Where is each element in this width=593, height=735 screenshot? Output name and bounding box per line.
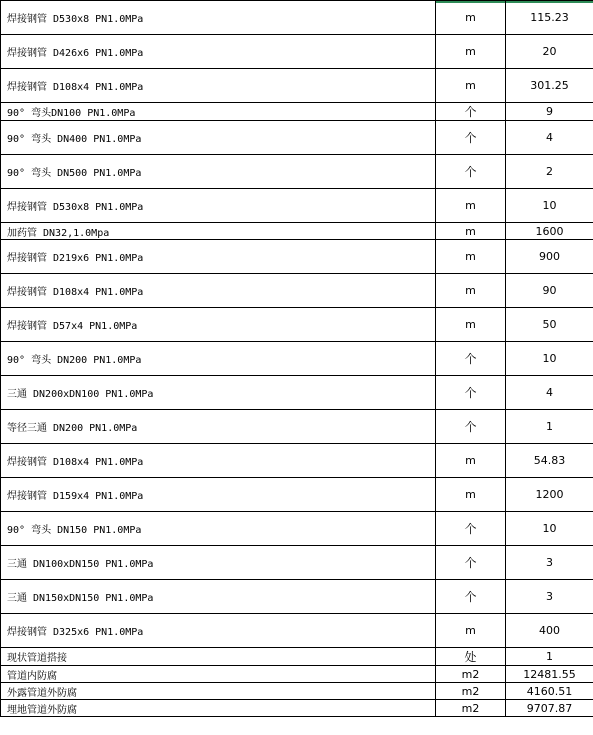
table-row[interactable] [1, 666, 593, 683]
quantity-cell[interactable]: 10 [506, 189, 593, 223]
quantity-cell[interactable]: 10 [506, 342, 593, 376]
unit-cell[interactable]: m [436, 308, 506, 342]
item-description-cell[interactable]: 焊接钢管 D530x8 PN1.0MPa [1, 189, 436, 223]
quantity-cell[interactable]: 900 [506, 240, 593, 274]
quantity-cell[interactable]: 1600 [506, 223, 593, 240]
table-row[interactable] [1, 308, 593, 342]
unit-cell[interactable]: m [436, 35, 506, 69]
unit-cell[interactable]: m [436, 274, 506, 308]
table-row[interactable] [1, 478, 593, 512]
item-description-cell[interactable]: 90° 弯头 DN500 PN1.0MPa [1, 155, 436, 189]
item-description-cell[interactable]: 90° 弯头DN100 PN1.0MPa [1, 103, 436, 121]
item-description-cell[interactable]: 埋地管道外防腐 [1, 700, 436, 717]
unit-cell[interactable]: m2 [436, 666, 506, 683]
item-description-cell[interactable]: 等径三通 DN200 PN1.0MPa [1, 410, 436, 444]
quantity-cell[interactable]: 54.83 [506, 444, 593, 478]
item-description-cell[interactable]: 焊接钢管 D57x4 PN1.0MPa [1, 308, 436, 342]
quantity-cell[interactable]: 90 [506, 274, 593, 308]
item-description-cell[interactable]: 外露管道外防腐 [1, 683, 436, 700]
item-description-cell[interactable]: 焊接钢管 D108x4 PN1.0MPa [1, 444, 436, 478]
table-row[interactable] [1, 444, 593, 478]
item-description-cell[interactable]: 焊接钢管 D159x4 PN1.0MPa [1, 478, 436, 512]
table-row[interactable] [1, 546, 593, 580]
table-row[interactable] [1, 410, 593, 444]
quantity-cell[interactable]: 115.23 [506, 1, 593, 35]
table-row[interactable] [1, 376, 593, 410]
item-description-cell[interactable]: 90° 弯头 DN200 PN1.0MPa [1, 342, 436, 376]
table-row[interactable] [1, 240, 593, 274]
item-description-cell[interactable]: 加药管 DN32,1.0Mpa [1, 223, 436, 240]
quantity-cell[interactable]: 3 [506, 546, 593, 580]
unit-cell[interactable]: m [436, 614, 506, 648]
quantity-cell[interactable]: 20 [506, 35, 593, 69]
unit-cell[interactable]: 个 [436, 121, 506, 155]
quantity-cell[interactable]: 9 [506, 103, 593, 121]
unit-cell[interactable]: 个 [436, 580, 506, 614]
unit-cell[interactable]: 个 [436, 103, 506, 121]
item-description-cell[interactable]: 焊接钢管 D325x6 PN1.0MPa [1, 614, 436, 648]
table-row[interactable] [1, 223, 593, 240]
quantity-cell[interactable]: 4160.51 [506, 683, 593, 700]
unit-cell[interactable]: 个 [436, 512, 506, 546]
quantity-cell[interactable]: 4 [506, 121, 593, 155]
item-description-cell[interactable]: 90° 弯头 DN400 PN1.0MPa [1, 121, 436, 155]
quantity-cell[interactable]: 1 [506, 410, 593, 444]
table-row[interactable] [1, 274, 593, 308]
quantity-cell[interactable]: 3 [506, 580, 593, 614]
table-row[interactable] [1, 103, 593, 121]
item-description-cell[interactable]: 现状管道搭接 [1, 648, 436, 666]
unit-cell[interactable]: 个 [436, 376, 506, 410]
item-description-cell[interactable]: 焊接钢管 D426x6 PN1.0MPa [1, 35, 436, 69]
unit-cell[interactable]: 个 [436, 410, 506, 444]
unit-cell[interactable]: 处 [436, 648, 506, 666]
unit-cell[interactable]: m2 [436, 683, 506, 700]
table-row[interactable] [1, 155, 593, 189]
item-description-cell[interactable]: 焊接钢管 D108x4 PN1.0MPa [1, 274, 436, 308]
table-row[interactable] [1, 342, 593, 376]
table-row[interactable] [1, 648, 593, 666]
unit-cell[interactable]: 个 [436, 155, 506, 189]
item-description-cell[interactable]: 90° 弯头 DN150 PN1.0MPa [1, 512, 436, 546]
table-row[interactable] [1, 614, 593, 648]
quantity-cell[interactable]: 301.25 [506, 69, 593, 103]
unit-cell[interactable]: m [436, 69, 506, 103]
unit-cell[interactable]: m [436, 444, 506, 478]
table-row[interactable] [1, 700, 593, 717]
unit-cell[interactable]: m [436, 240, 506, 274]
unit-cell[interactable]: m [436, 223, 506, 240]
table-row[interactable] [1, 1, 593, 35]
quantity-cell[interactable]: 2 [506, 155, 593, 189]
table-row[interactable] [1, 683, 593, 700]
unit-cell[interactable]: 个 [436, 546, 506, 580]
item-description-cell[interactable]: 焊接钢管 D219x6 PN1.0MPa [1, 240, 436, 274]
unit-cell[interactable]: m [436, 1, 506, 35]
quantity-cell[interactable]: 9707.87 [506, 700, 593, 717]
quantity-cell[interactable]: 1200 [506, 478, 593, 512]
item-description-cell[interactable]: 焊接钢管 D108x4 PN1.0MPa [1, 69, 436, 103]
table-row[interactable] [1, 121, 593, 155]
table-row[interactable] [1, 189, 593, 223]
unit-cell[interactable]: m2 [436, 700, 506, 717]
quantity-cell[interactable]: 1 [506, 648, 593, 666]
unit-cell[interactable]: 个 [436, 342, 506, 376]
table-row[interactable] [1, 69, 593, 103]
item-description-cell[interactable]: 管道内防腐 [1, 666, 436, 683]
unit-cell[interactable]: m [436, 478, 506, 512]
unit-cell[interactable]: m [436, 189, 506, 223]
item-description-cell[interactable]: 三通 DN100xDN150 PN1.0MPa [1, 546, 436, 580]
table-row[interactable] [1, 580, 593, 614]
item-description-cell[interactable]: 焊接钢管 D530x8 PN1.0MPa [1, 1, 436, 35]
item-description-cell[interactable]: 三通 DN200xDN100 PN1.0MPa [1, 376, 436, 410]
table-row[interactable] [1, 35, 593, 69]
quantity-cell[interactable]: 12481.55 [506, 666, 593, 683]
quantity-cell[interactable]: 4 [506, 376, 593, 410]
table-body [1, 1, 593, 717]
quantity-cell[interactable]: 10 [506, 512, 593, 546]
quantity-cell[interactable]: 400 [506, 614, 593, 648]
item-description-cell[interactable]: 三通 DN150xDN150 PN1.0MPa [1, 580, 436, 614]
table-row[interactable] [1, 512, 593, 546]
quantity-cell[interactable]: 50 [506, 308, 593, 342]
